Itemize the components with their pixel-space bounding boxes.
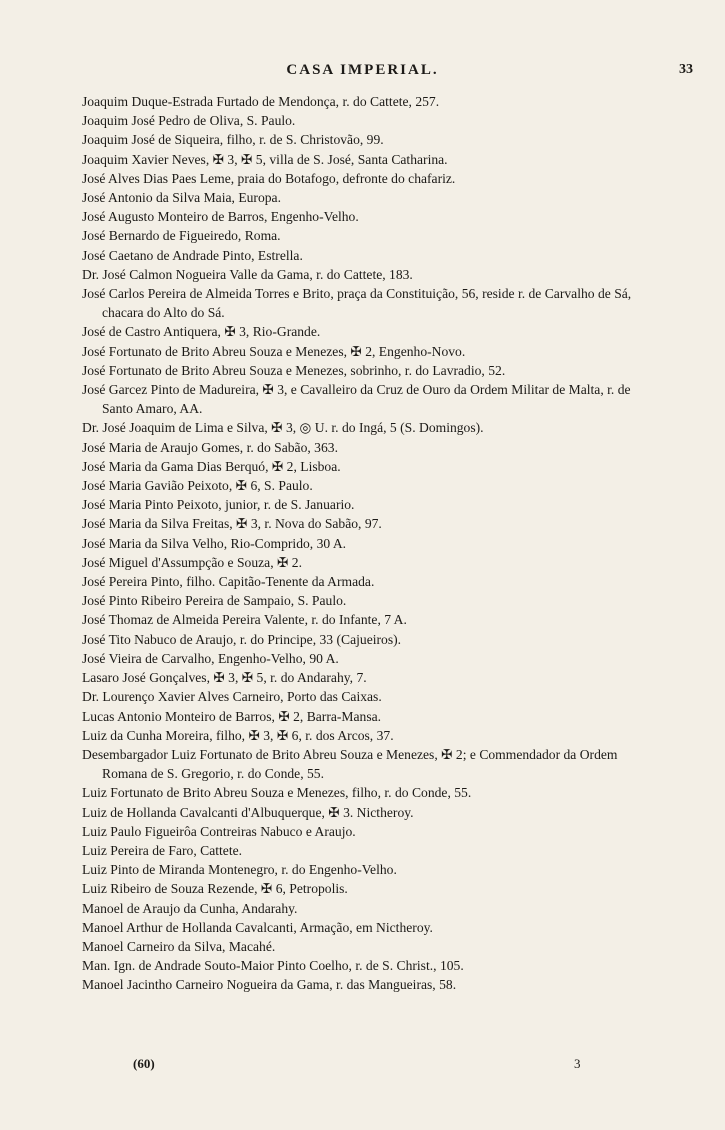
- list-item: Dr. José Calmon Nogueira Valle da Gama, r. do Cattete, 183.: [82, 266, 413, 282]
- list-item: José Carlos Pereira de Almeida Torres e Brito, praça da Constituição, 56, reside r. de Carvalho de Sá, chacara do Alto do Sá.: [82, 286, 632, 321]
- list-item: Desembargador Luiz Fortunato de Brito Abreu Souza e Menezes, ✠ 2; e Commendador da Ordem Romana de S. Gregorio, r. do Conde, 55.: [82, 746, 618, 782]
- list-item: José Maria Gavião Peixoto, ✠ 6, S. Paulo.: [82, 478, 313, 494]
- list-item: José Bernardo de Figueiredo, Roma.: [82, 228, 281, 244]
- list-item: José Garcez Pinto de Madureira, ✠ 3, e Cavalleiro da Cruz de Ouro da Ordem Militar de Malta, r. de Santo Amaro, AA.: [82, 382, 631, 417]
- list-item: José Maria de Araujo Gomes, r. do Sabão, 363.: [82, 439, 338, 455]
- list-item: Lasaro José Gonçalves, ✠ 3, ✠ 5, r. do Andarahy, 7.: [82, 670, 367, 686]
- list-item: Manoel Jacintho Carneiro Nogueira da Gama, r. das Mangueiras, 58.: [82, 977, 457, 993]
- list-item: Dr. José Joaquim de Lima e Silva, ✠ 3, ◎ U. r. do Ingá, 5 (S. Domingos).: [82, 420, 484, 436]
- list-item: Lucas Antonio Monteiro de Barros, ✠ 2, Barra-Mansa.: [82, 708, 382, 724]
- list-item: José Maria da Silva Velho, Rio-Comprido, 30 A.: [82, 535, 347, 551]
- list-item: José Maria Pinto Peixoto, junior, r. de S. Januario.: [82, 497, 355, 513]
- list-item: Joaquim Duque-Estrada Furtado de Mendonça, r. do Cattete, 257.: [82, 94, 440, 109]
- list-item: José Pereira Pinto, filho. Capitão-Tenente da Armada.: [82, 574, 375, 590]
- signature-mark: (60): [133, 1056, 155, 1071]
- list-item: Joaquim José de Siqueira, filho, r. de S. Christovão, 99.: [82, 132, 384, 148]
- list-item: José Antonio da Silva Maia, Europa.: [82, 190, 281, 206]
- list-item: Manoel Carneiro da Silva, Macahé.: [82, 938, 276, 954]
- page-footer: [0, 1056, 725, 1076]
- folio-number: 3: [574, 1056, 581, 1071]
- list-item: Man. Ign. de Andrade Souto-Maior Pinto Coelho, r. de S. Christ., 105.: [82, 958, 464, 974]
- list-item: Luiz Pinto de Miranda Montenegro, r. do Engenho-Velho.: [82, 862, 397, 878]
- list-item: José Maria da Gama Dias Berquó, ✠ 2, Lisboa.: [82, 458, 341, 474]
- page-header: [0, 62, 725, 84]
- list-item: Luiz Fortunato de Brito Abreu Souza e Menezes, filho, r. do Conde, 55.: [82, 785, 472, 801]
- list-item: Luiz de Hollanda Cavalcanti d'Albuquerque, ✠ 3. Nictheroy.: [82, 804, 414, 820]
- list-item: José Caetano de Andrade Pinto, Estrella.: [82, 247, 303, 263]
- list-item: Luiz da Cunha Moreira, filho, ✠ 3, ✠ 6, r. dos Arcos, 37.: [82, 727, 394, 743]
- list-item: Manoel Arthur de Hollanda Cavalcanti, Armação, em Nictheroy.: [82, 919, 433, 935]
- list-item: Joaquim José Pedro de Oliva, S. Paulo.: [82, 113, 296, 129]
- list-item: José Fortunato de Brito Abreu Souza e Menezes, ✠ 2, Engenho-Novo.: [82, 343, 466, 359]
- list-item: José Vieira de Carvalho, Engenho-Velho, 90 A.: [82, 650, 339, 666]
- list-item: José Miguel d'Assumpção e Souza, ✠ 2.: [82, 554, 302, 570]
- list-item: José Thomaz de Almeida Pereira Valente, r. do Infante, 7 A.: [82, 612, 407, 628]
- list-item: José de Castro Antiquera, ✠ 3, Rio-Grande.: [82, 324, 321, 340]
- list-item: José Fortunato de Brito Abreu Souza e Menezes, sobrinho, r. do Lavradio, 52.: [82, 362, 506, 378]
- list-item: Dr. Lourenço Xavier Alves Carneiro, Porto das Caixas.: [82, 689, 382, 705]
- page-number: 33: [679, 62, 693, 77]
- list-item: Joaquim Xavier Neves, ✠ 3, ✠ 5, villa de S. José, Santa Catharina.: [82, 151, 448, 167]
- page-title: CASA IMPERIAL.: [286, 62, 439, 78]
- entry-list: [82, 92, 662, 995]
- list-item: José Maria da Silva Freitas, ✠ 3, r. Nova do Sabão, 97.: [82, 516, 382, 532]
- list-item: José Tito Nabuco de Araujo, r. do Principe, 33 (Cajueiros).: [82, 631, 402, 647]
- list-item: José Alves Dias Paes Leme, praia do Botafogo, defronte do chafariz.: [82, 170, 456, 186]
- list-item: Luiz Ribeiro de Souza Rezende, ✠ 6, Petropolis.: [82, 881, 348, 897]
- list-item: José Pinto Ribeiro Pereira de Sampaio, S. Paulo.: [82, 593, 347, 609]
- list-item: Manoel de Araujo da Cunha, Andarahy.: [82, 900, 298, 916]
- list-item: Luiz Pereira de Faro, Cattete.: [82, 842, 243, 858]
- list-item: Luiz Paulo Figueirôa Contreiras Nabuco e Araujo.: [82, 823, 356, 839]
- list-item: José Augusto Monteiro de Barros, Engenho-Velho.: [82, 209, 359, 225]
